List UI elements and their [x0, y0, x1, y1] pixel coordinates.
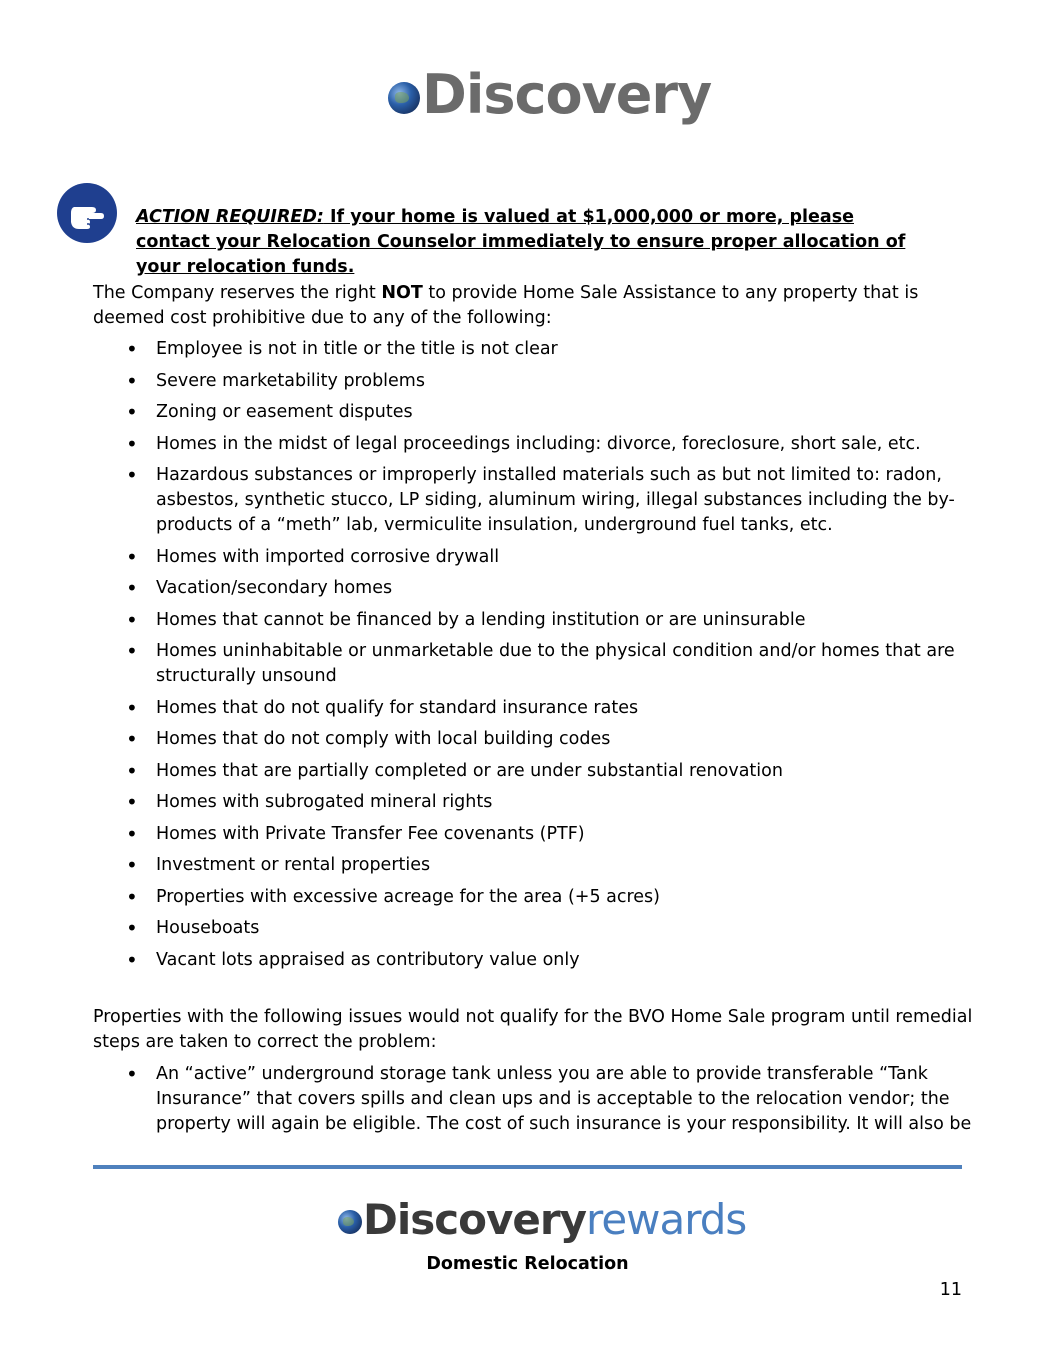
list-item: • Houseboats [93, 916, 973, 941]
list-item: • Homes with Private Transfer Fee covenants (PTF) [93, 822, 973, 847]
list-item: • Vacation/secondary homes [93, 576, 973, 601]
list-item: • Hazardous substances or improperly installed materials such as but not limited to: radon, asbestos, synthetic stucco, LP siding, aluminum wiring, illegal substances including the by-products of a “meth” lab, vermiculite insulation, underground fuel tanks, etc. [93, 463, 973, 538]
discovery-rewards-logo [338, 1196, 746, 1244]
list-item: • Homes that cannot be financed by a lending institution or are uninsurable [93, 608, 973, 633]
action-required-label: ACTION REQUIRED: [136, 207, 324, 227]
list-item: • Homes uninhabitable or unmarketable due to the physical condition and/or homes that are structurally unsound [93, 639, 973, 689]
remedial-list [93, 1062, 973, 1144]
intro-emphasis: NOT [381, 283, 423, 303]
action-required-text: If your home is valued at $1,000,000 or more, please contact your Relocation Counselor immediately to ensure proper allocation of your relocation funds. [136, 207, 906, 277]
logo-text-primary: Discovery [363, 1195, 586, 1244]
list-item: • Homes that do not comply with local building codes [93, 727, 973, 752]
logo-text-secondary: rewards [585, 1195, 747, 1244]
exclusions-list [93, 337, 973, 979]
footer-title: Domestic Relocation [426, 1254, 629, 1274]
list-item: • Investment or rental properties [93, 853, 973, 878]
pointing-hand-icon [57, 183, 117, 243]
list-item: • An “active” underground storage tank unless you are able to provide transferable “Tank Insurance” that covers spills and clean ups and is acceptable to the relocation vendor; the property will again be eligible. The cost of such insurance is your responsibility. It will also be [93, 1062, 973, 1137]
list-item: • Homes with imported corrosive drywall [93, 545, 973, 570]
list-item: • Properties with excessive acreage for the area (+5 acres) [93, 885, 973, 910]
intro-paragraph [93, 281, 973, 331]
list-item: • Vacant lots appraised as contributory value only [93, 948, 973, 973]
list-item: • Employee is not in title or the title is not clear [93, 337, 973, 362]
action-required-notice [136, 205, 926, 280]
list-item: • Homes with subrogated mineral rights [93, 790, 973, 815]
list-item: • Homes in the midst of legal proceedings including: divorce, foreclosure, short sale, etc. [93, 432, 973, 457]
globe-icon [388, 82, 420, 114]
list-item: • Homes that do not qualify for standard insurance rates [93, 696, 973, 721]
remedial-intro-paragraph: Properties with the following issues would not qualify for the BVO Home Sale program until remedial steps are taken to correct the problem: [93, 1007, 973, 1052]
footer-divider [93, 1165, 962, 1169]
list-item: • Zoning or easement disputes [93, 400, 973, 425]
page-number: 11 [939, 1280, 962, 1300]
logo-text: Discovery [422, 63, 712, 126]
intro-text-before: The Company reserves the right [93, 283, 382, 303]
list-item: • Homes that are partially completed or are under substantial renovation [93, 759, 973, 784]
globe-icon [338, 1210, 362, 1234]
intro-text-after: to provide Home Sale Assistance to any property that is deemed cost prohibitive due to any of the following: [93, 283, 919, 328]
list-item: • Severe marketability problems [93, 369, 973, 394]
discovery-logo [388, 62, 711, 128]
